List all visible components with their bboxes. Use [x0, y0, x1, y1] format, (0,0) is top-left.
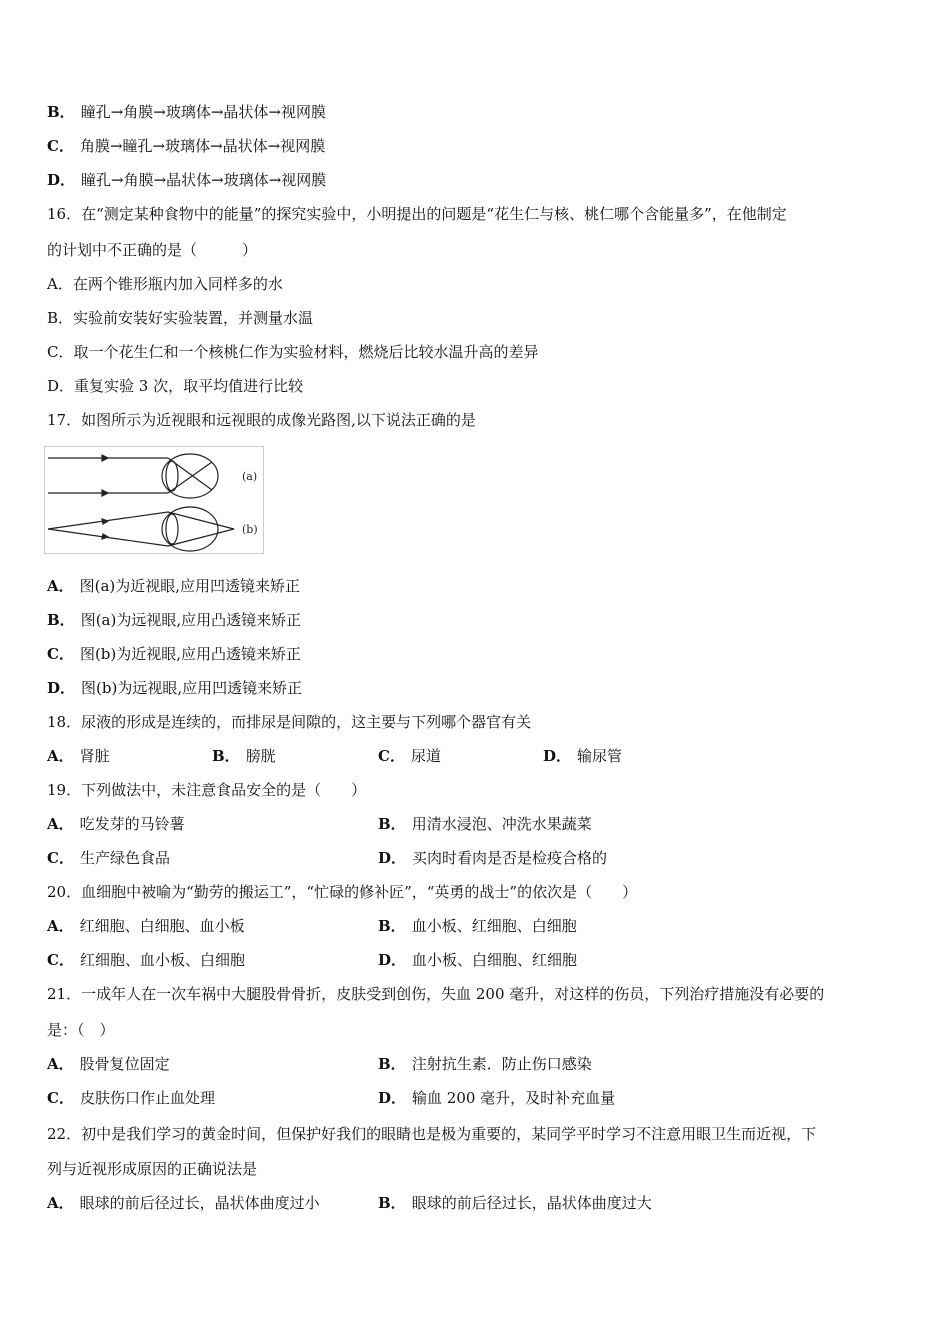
- q18-option-a: A． 肾脏: [47, 747, 110, 765]
- q21-stem-line1: 21．一成年人在一次车祸中大腿股骨骨折，皮肤受到创伤，失血 200 毫升，对这样的伤员，下列治疗措施没有必要的: [47, 985, 825, 1003]
- q17-option-d: D． 图(b)为远视眼,应用凹透镜来矫正: [47, 679, 303, 697]
- figure-border: [45, 447, 264, 554]
- figure-a-diagram: [48, 454, 218, 498]
- q15-option-c: C． 角膜→瞳孔→玻璃体→晶状体→视网膜: [47, 137, 326, 155]
- q21-option-b: B． 注射抗生素．防止伤口感染: [378, 1055, 592, 1073]
- q21-option-a: A． 股骨复位固定: [47, 1055, 170, 1073]
- q18-stem: 18．尿液的形成是连续的，而排尿是间隙的，这主要与下列哪个器官有关: [47, 713, 532, 731]
- q22-option-b: B． 眼球的前后径过长，晶状体曲度过大: [378, 1194, 652, 1212]
- q16-option-b: B．实验前安装好实验装置，并测量水温: [47, 309, 314, 327]
- q22-stem-line1: 22．初中是我们学习的黄金时间，但保护好我们的眼睛也是极为重要的，某同学平时学习不注意用眼卫生而近视，下: [47, 1125, 817, 1143]
- eye-optics-figure: [44, 446, 264, 554]
- figure-label-a: (a): [242, 470, 258, 483]
- q21-option-c: C． 皮肤伤口作止血处理: [47, 1089, 215, 1107]
- q16-stem-line1: 16．在“测定某种食物中的能量”的探究实验中，小明提出的问题是“花生仁与核、桃仁哪个含能量多”，在他制定: [47, 205, 787, 223]
- q22-option-a: A． 眼球的前后径过长，晶状体曲度过小: [47, 1194, 320, 1212]
- figure-label-b: (b): [242, 523, 258, 536]
- q20-option-b: B． 血小板、红细胞、白细胞: [378, 917, 577, 935]
- q20-option-d: D． 血小板、白细胞、红细胞: [378, 951, 578, 969]
- q16-option-c: C．取一个花生仁和一个核桃仁作为实验材料，燃烧后比较水温升高的差异: [47, 343, 539, 361]
- q15-option-b: B． 瞳孔→角膜→玻璃体→晶状体→视网膜: [47, 103, 326, 121]
- q21-option-d: D． 输血 200 毫升，及时补充血量: [378, 1089, 616, 1107]
- q16-stem-line2: 的计划中不正确的是（ ）: [47, 241, 258, 259]
- q20-option-a: A． 红细胞、白细胞、血小板: [47, 917, 245, 935]
- q19-option-d: D． 买肉时看肉是否是检疫合格的: [378, 849, 608, 867]
- q19-option-c: C． 生产绿色食品: [47, 849, 170, 867]
- q19-stem: 19．下列做法中，未注意食品安全的是（ ）: [47, 781, 367, 799]
- q16-option-d: D．重复实验 3 次，取平均值进行比较: [47, 377, 304, 395]
- q19-option-b: B． 用清水浸泡、冲洗水果蔬菜: [378, 815, 592, 833]
- q18-option-b: B． 膀胱: [212, 747, 276, 765]
- q17-option-a: A． 图(a)为近视眼,应用凹透镜来矫正: [47, 577, 301, 595]
- q17-option-b: B． 图(a)为远视眼,应用凸透镜来矫正: [47, 611, 302, 629]
- q17-option-c: C． 图(b)为近视眼,应用凸透镜来矫正: [47, 645, 302, 663]
- q21-stem-line2: 是：（ ）: [47, 1021, 115, 1039]
- q20-stem: 20．血细胞中被喻为“勤劳的搬运工”，“忙碌的修补匠”，“英勇的战士”的依次是（ ）: [47, 883, 638, 901]
- q15-option-d: D． 瞳孔→角膜→晶状体→玻璃体→视网膜: [47, 171, 327, 189]
- q18-option-c: C． 尿道: [378, 747, 441, 765]
- q18-option-d: D． 输尿管: [543, 747, 623, 765]
- q16-option-a: A．在两个锥形瓶内加入同样多的水: [47, 275, 283, 293]
- figure-b-diagram: [48, 507, 234, 551]
- q22-stem-line2: 列与近视形成原因的正确说法是: [47, 1160, 258, 1178]
- q17-stem: 17．如图所示为近视眼和远视眼的成像光路图,以下说法正确的是: [47, 411, 476, 429]
- q19-option-a: A． 吃发芽的马铃薯: [47, 815, 185, 833]
- q20-option-c: C． 红细胞、血小板、白细胞: [47, 951, 245, 969]
